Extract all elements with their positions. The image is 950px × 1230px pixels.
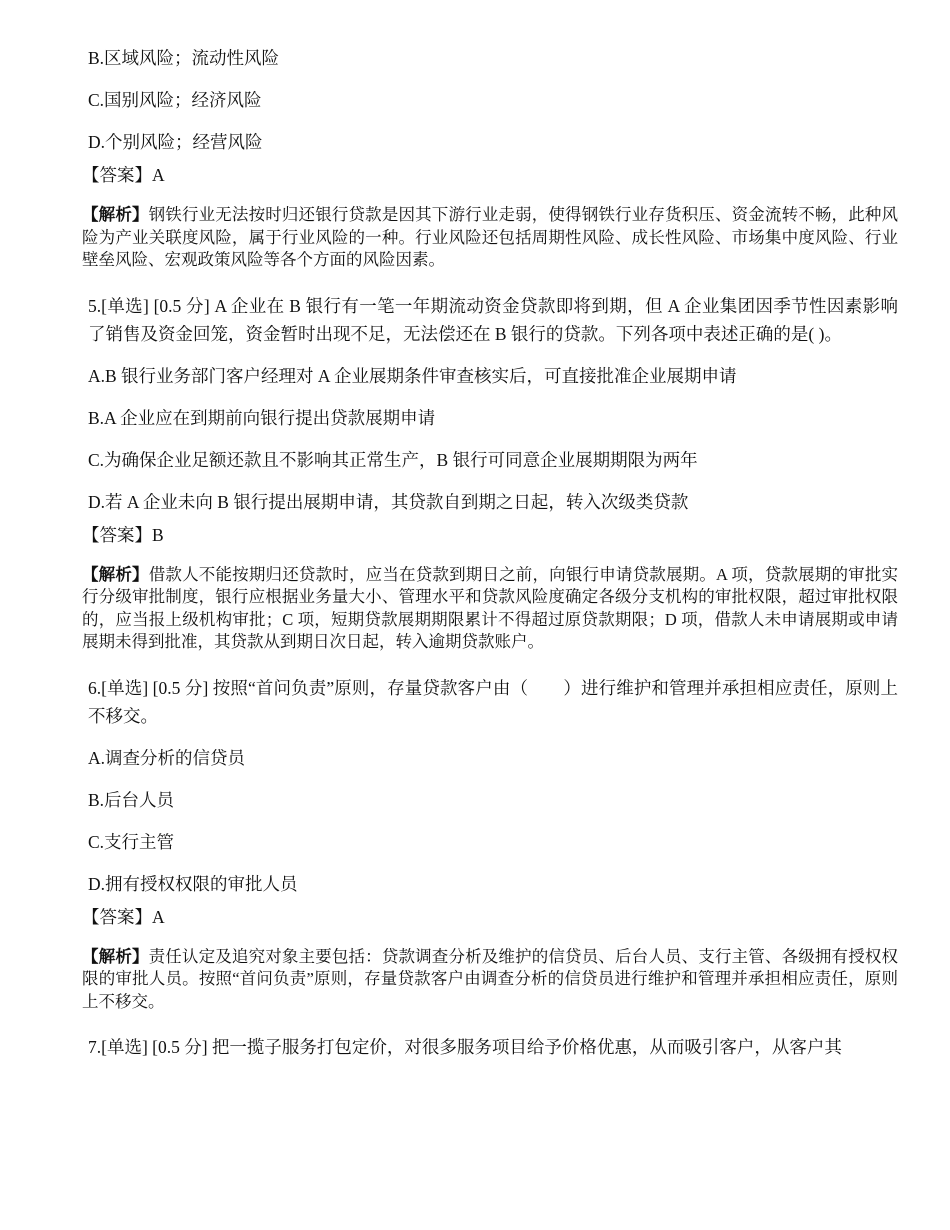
- answer-option: A.调查分析的信贷员: [88, 747, 246, 768]
- answer-line: [82, 904, 898, 930]
- answer-option: D.个别风险；经营风险: [88, 132, 263, 152]
- answer-option: C.国别风险；经济风险: [88, 90, 262, 110]
- answer-value: A: [152, 906, 165, 927]
- answer-option: B.区域风险；流动性风险: [88, 48, 280, 68]
- explanation-paragraph: [82, 564, 898, 654]
- explanation-text: 借款人不能按期归还贷款时，应当在贷款到期日之前，向银行申请贷款展期。A 项，贷款展期的审批实行分级审批制度，银行应根据业务量大小、管理水平和贷款风险度确定各级分支机构的审批权限，超过审批权限的，应当报上级机构审批；C 项，短期贷款展期期限累计不得超过原贷款期限；D 项，借款人未申请展期或申请展期未得到批准，其贷款从到期日次日起，转入逾期贷款账户。: [82, 564, 899, 651]
- answer-option: A.B 银行业务部门客户经理对 A 企业展期条件审查核实后，可直接批准企业展期申请: [88, 365, 737, 386]
- explanation-label: 【解析】: [82, 946, 149, 966]
- explanation-paragraph: [82, 946, 898, 1014]
- answer-line: [82, 162, 898, 188]
- explanation-label: 【解析】: [82, 205, 149, 224]
- answer-option: D.拥有授权权限的审批人员: [88, 873, 298, 894]
- answer-label: 【答案】: [82, 524, 152, 545]
- question-stem: 5.[单选] [0.5 分] A 企业在 B 银行有一笔一年期流动资金贷款即将到期，但 A 企业集团因季节性因素影响了销售及资金回笼，资金暂时出现不足，无法偿还在 B 银行的贷款。下列各项中表述正确的是( )。: [88, 295, 898, 344]
- question-stem: 7.[单选] [0.5 分] 把一揽子服务打包定价，对很多服务项目给予价格优惠，从而吸引客户，从客户其: [88, 1037, 842, 1057]
- answer-option: D.若 A 企业未向 B 银行提出展期申请，其贷款自到期之日起，转入次级类贷款: [88, 491, 689, 512]
- question-stem: 6.[单选] [0.5 分] 按照“首问负责”原则，存量贷款客户由（ ）进行维护和管理并承担相应责任，原则上不移交。: [88, 677, 898, 726]
- answer-label: 【答案】: [82, 165, 152, 185]
- answer-value: B: [152, 524, 164, 545]
- answer-option: C.支行主管: [88, 831, 175, 852]
- explanation-paragraph: [82, 204, 898, 272]
- answer-option: B.A 企业应在到期前向银行提出贷款展期申请: [88, 407, 436, 428]
- answer-label: 【答案】: [82, 906, 152, 927]
- explanation-text: 责任认定及追究对象主要包括：贷款调查分析及维护的信贷员、后台人员、支行主管、各级拥有授权权限的审批人员。按照“首问负责”原则，存量贷款客户由调查分析的信贷员进行维护和管理并承担相应责任，原则上不移交。: [82, 946, 898, 1011]
- answer-line: [82, 522, 898, 548]
- explanation-text: 钢铁行业无法按时归还银行贷款是因其下游行业走弱，使得钢铁行业存货积压、资金流转不畅，此种风险为产业关联度风险，属于行业风险的一种。行业风险还包括周期性风险、成长性风险、市场集中度风险、行业壁垒风险、宏观政策风险等各个方面的风险因素。: [82, 205, 898, 269]
- document-page: [82, 44, 899, 1075]
- explanation-label: 【解析】: [82, 564, 149, 584]
- answer-option: B.后台人员: [88, 789, 175, 810]
- answer-value: A: [152, 165, 165, 185]
- answer-option: C.为确保企业足额还款且不影响其正常生产，B 银行可同意企业展期期限为两年: [88, 449, 698, 470]
